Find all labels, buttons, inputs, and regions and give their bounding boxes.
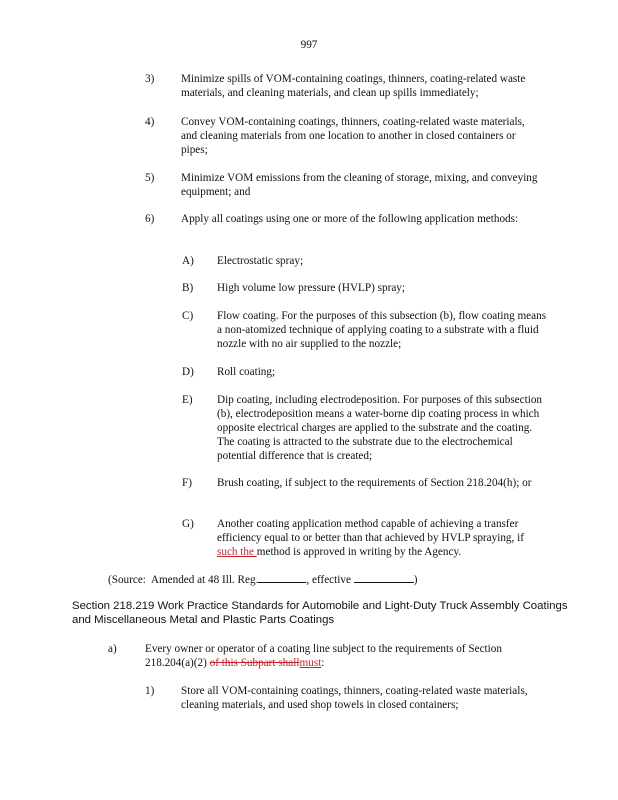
deleted-text: of this Subpart shall (209, 657, 300, 669)
sub-item-letter: D) (182, 366, 194, 378)
paragraph-letter: a) (108, 643, 117, 655)
sub-item-text: Roll coating; (217, 366, 276, 378)
item-text: Store all VOM-containing coatings, thinners, coating-related waste materials, cleaning materials, and used shop towels in closed containers; (181, 685, 528, 711)
sub-item-letter: B) (182, 282, 194, 294)
item-text: Minimize spills of VOM-containing coatings, thinners, coating-related waste materials, and cleaning materials, and clean up spills immediately; (181, 73, 526, 99)
sub-item-letter: E) (182, 394, 193, 406)
text-segment: method is approved in writing by the Agency. (256, 546, 462, 558)
sub-item-letter: G) (182, 518, 194, 530)
sub-item-text: High volume low pressure (HVLP) spray; (217, 282, 405, 294)
blank-line (354, 571, 414, 583)
sub-item-text (217, 517, 547, 559)
item-text: Convey VOM-containing coatings, thinners, coating-related waste materials, and cleaning materials from one location to another in closed containers or pipes; (181, 116, 525, 156)
text-segment: Every owner or operator of a coating line subject to the requirements of Section 218.204(a)(2) (145, 643, 502, 669)
item-text: Apply all coatings using one or more of the following application methods: (181, 213, 519, 225)
item-number: 4) (145, 116, 155, 128)
sub-item-letter: A) (182, 255, 194, 267)
sub-item-text: Brush coating, if subject to the requirements of Section 218.204(h); or (217, 477, 532, 489)
sub-item-text: Dip coating, including electrodeposition. For purposes of this subsection (b), electrodeposition means a water-borne dip coating process in which opposite electrical charges are applied to the substrate and the coating. The coating is attracted to the substrate due to the electrochemical potential difference that is created; (217, 394, 543, 462)
sub-item-letter: F) (182, 477, 192, 489)
source-prefix: (Source: Amended at 48 Ill. Reg. (108, 574, 259, 586)
page-number: 997 (300, 39, 318, 51)
sub-item-letter: C) (182, 310, 194, 322)
source-note (108, 571, 417, 587)
item-number: 3) (145, 73, 155, 85)
item-number: 6) (145, 213, 155, 225)
text-segment: Another coating application method capable of achieving a transfer efficiency equal to or better than that achieved by HVLP spraying, if (217, 518, 524, 544)
item-number: 5) (145, 172, 155, 184)
item-number: 1) (145, 685, 155, 697)
paragraph-text (145, 642, 545, 670)
source-middle: , effective (306, 574, 354, 586)
inserted-text: must (299, 657, 322, 669)
source-suffix: ) (413, 574, 418, 586)
item-text: Minimize VOM emissions from the cleaning of storage, mixing, and conveying equipment; and (181, 172, 538, 198)
blank-line (258, 571, 306, 583)
text-segment: : (321, 657, 325, 669)
section-heading: Section 218.219 Work Practice Standards for Automobile and Light-Duty Truck Assembly Coatings and Miscellaneous Metal and Plastic Parts Coatings (72, 600, 568, 626)
sub-item-text: Electrostatic spray; (217, 255, 304, 267)
inserted-text: such the (217, 546, 257, 558)
sub-item-text: Flow coating. For the purposes of this subsection (b), flow coating means a non-atomized technique of applying coating to a substrate with a fluid nozzle with no air supplied to the nozzle; (217, 310, 547, 350)
